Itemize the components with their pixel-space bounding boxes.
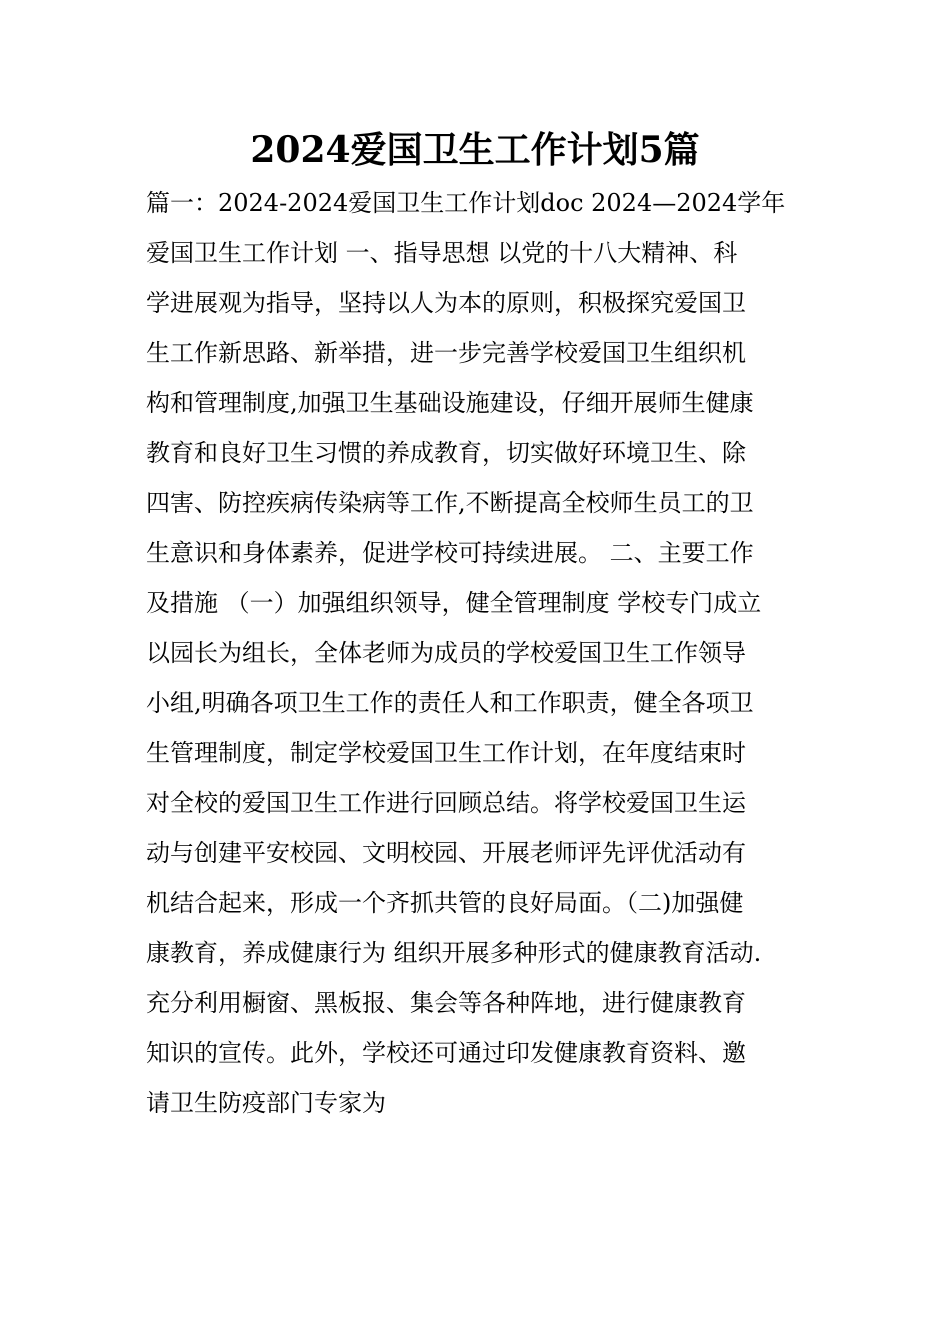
body-line: 四害、防控疾病传染病等工作,不断提高全校师生员工的卫 — [146, 489, 754, 517]
body-line: 学进展观为指导，坚持以人为本的原则，积极探究爱国卫 — [146, 289, 746, 317]
body-line: 生工作新思路、新举措，进一步完善学校爱国卫生组织机 — [146, 339, 746, 367]
body-line: 知识的宣传。此外，学校还可通过印发健康教育资料、邀 — [146, 1039, 746, 1067]
body-line: 及措施 （一）加强组织领导，健全管理制度 学校专门成立 — [146, 589, 762, 617]
body-line: 教育和良好卫生习惯的养成教育，切实做好环境卫生、除 — [146, 439, 746, 467]
body-line: 机结合起来，形成一个齐抓共管的良好局面。（二)加强健 — [146, 889, 744, 917]
body-line: 小组,明确各项卫生工作的责任人和工作职责，健全各项卫 — [146, 689, 754, 717]
body-line: 康教育，养成健康行为 组织开展多种形式的健康教育活动. — [146, 939, 762, 967]
body-line: 请卫生防疫部门专家为 — [146, 1089, 386, 1117]
document-body — [146, 178, 816, 1128]
body-line: 篇一：2024-2024爱国卫生工作计划doc 2024—2024学年 — [146, 189, 786, 217]
body-line: 生管理制度，制定学校爱国卫生工作计划，在年度结束时 — [146, 739, 746, 767]
body-line: 爱国卫生工作计划 一、指导思想 以党的十八大精神、科 — [146, 239, 738, 267]
body-line: 构和管理制度,加强卫生基础设施建设，仔细开展师生健康 — [146, 389, 754, 417]
document-title: 2024爱国卫生工作计划5篇 — [250, 129, 700, 171]
body-line: 以园长为组长，全体老师为成员的学校爱国卫生工作领导 — [146, 639, 746, 667]
body-line: 生意识和身体素养，促进学校可持续进展。 二、主要工作 — [146, 539, 754, 567]
body-line: 充分利用橱窗、黑板报、集会等各种阵地，进行健康教育 — [146, 989, 746, 1017]
body-line: 对全校的爱国卫生工作进行回顾总结。将学校爱国卫生运 — [146, 789, 746, 817]
body-line: 动与创建平安校园、文明校园、开展老师评先评优活动有 — [146, 839, 746, 867]
